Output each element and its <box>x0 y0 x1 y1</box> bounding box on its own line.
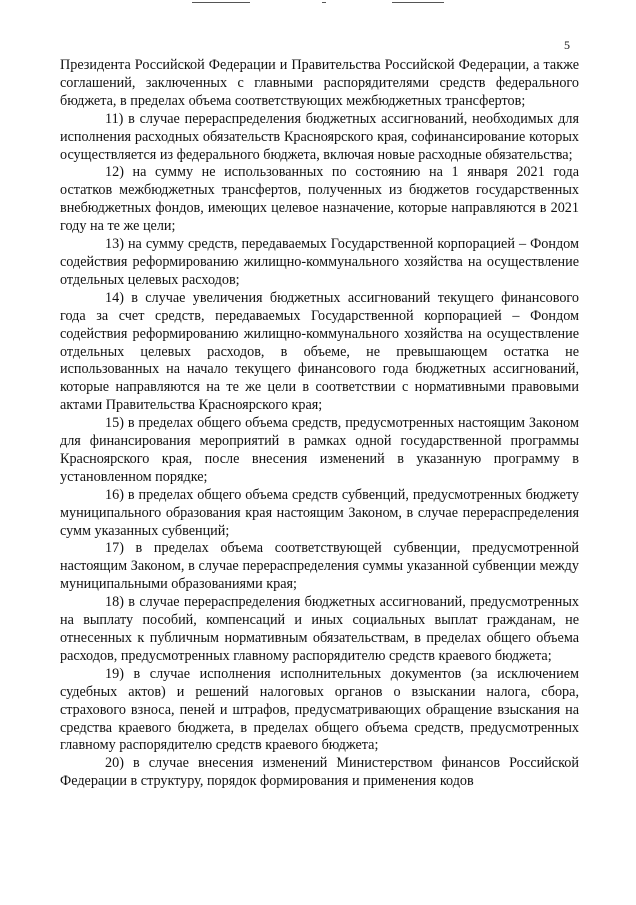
page-number: 5 <box>564 38 570 52</box>
list-item-16: 16) в пределах общего объема средств субвенций, предусмотренных бюджету муниципального образования края настоящим Законом, в случае перераспределения сумм указанных субвенций; <box>60 486 579 539</box>
document-body <box>60 57 579 791</box>
list-item-12: 12) на сумму не использованных по состоянию на 1 января 2021 года остатков межбюджетных трансфертов, полученных из бюджетов государственных внебюджетных фондов, имеющих целевое назначение, которые направляются в 2021 году на те же цели; <box>60 164 579 235</box>
list-item-20: 20) в случае внесения изменений Министерством финансов Российской Федерации в структуру, порядок формирования и применения кодов <box>60 755 579 790</box>
list-item-17: 17) в пределах объема соответствующей субвенции, предусмотренной настоящим Законом, в случае перераспределения суммы указанной субвенции между муниципальными образованиями края; <box>60 540 579 593</box>
list-item-19: 19) в случае исполнения исполнительных документов (за исключением судебных актов) и решений налоговых органов о взыскании налога, сбора, страхового взноса, пеней и штрафов, предусматривающих обращение взыскания на средства краевого бюджета, в пределах общего объема средств, предусмотренных главному распорядителю средств краевого бюджета; <box>60 665 579 754</box>
list-item-15: 15) в пределах общего объема средств, предусмотренных настоящим Законом для финансирования мероприятий в рамках одной государственной программы Красноярского края, после внесения изменений в указанную программу в установленном порядке; <box>60 415 579 485</box>
scan-mark <box>392 2 444 3</box>
scan-mark <box>192 2 250 3</box>
scan-edge-marks <box>0 0 636 8</box>
list-item-14: 14) в случае увеличения бюджетных ассигнований текущего финансового года за счет средств, передаваемых Государственной корпорацией – Фондом содействия реформированию жилищно-коммунального хозяйства на осуществление отдельных целевых расходов, в объеме, не превышающем остатка не использованных на начало текущего финансового года бюджетных ассигнований, которые направляются на те же цели в соответствии с нормативными правовыми актами Правительства Красноярского края; <box>60 289 579 414</box>
paragraph: Президента Российской Федерации и Правительства Российской Федерации, а также соглашений, заключенных с главными распорядителями средств федерального бюджета, в пределах объема соответствующих межбюджетных трансфертов; <box>60 57 579 109</box>
list-item-18: 18) в случае перераспределения бюджетных ассигнований, предусмотренных на выплату пособий, компенсаций и иных социальных выплат гражданам, не отнесенных к публичным нормативным обязательствам, в пределах общего объема расходов, предусмотренных главному распорядителю средств краевого бюджета; <box>60 594 579 664</box>
list-item-11: 11) в случае перераспределения бюджетных ассигнований, необходимых для исполнения расходных обязательств Красноярского края, софинансирование которых осуществляется из федерального бюджета, включая новые расходные обязательства; <box>60 110 579 163</box>
list-item-13: 13) на сумму средств, передаваемых Государственной корпорацией – Фондом содействия реформированию жилищно-коммунального хозяйства на осуществление отдельных целевых расходов; <box>60 236 579 288</box>
scan-mark <box>322 2 326 3</box>
